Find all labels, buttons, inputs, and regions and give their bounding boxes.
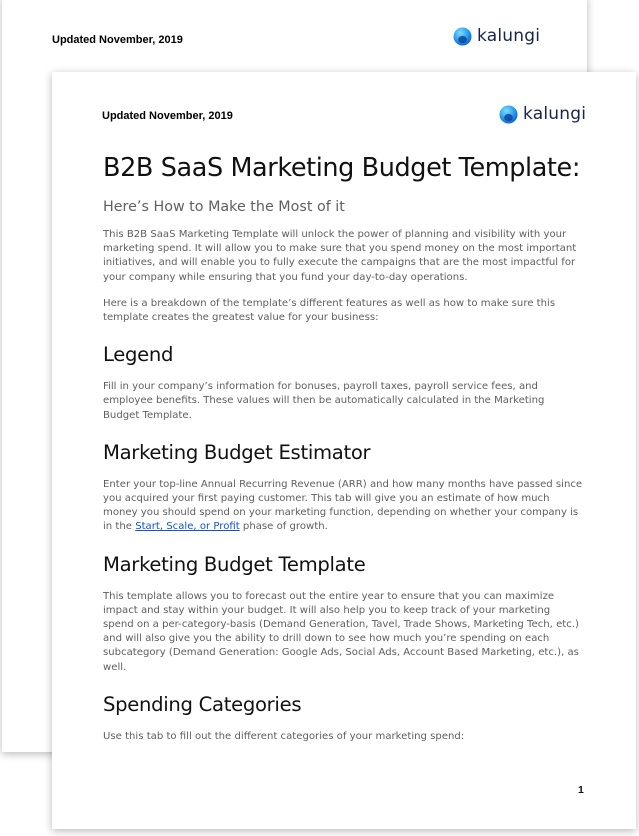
intro-paragraph-1: This B2B SaaS Marketing Template will unlock the power of planning and visibility with your marketing spend. It will allow you to make sure that you spend money on the most important initiatives, and will enable you to fully execute the campaigns that are the most impactful for your company while ensuring that you fund your day-to-day operations. — [103, 229, 577, 283]
section-heading-budget-template: Marketing Budget Template — [103, 552, 366, 576]
estimator-text-before-link: Enter your top-line Annual Recurring Revenue (ARR) and how many months have passed since you acquired your first paying customer. This tab will give you an estimate of how much money you should spend on your marketing function, depending on whether your company is in the — [103, 478, 583, 533]
document-title: B2B SaaS Marketing Budget Template: — [103, 153, 581, 183]
intro-paragraph-2: Here is a breakdown of the template’s different features as well as how to make sure this template creates the greatest value for your business: — [103, 297, 556, 324]
section-body-budget-estimator — [103, 478, 583, 535]
updated-date: Updated November, 2019 — [52, 34, 183, 46]
page-number: 1 — [578, 784, 584, 796]
document-content — [103, 152, 583, 744]
start-scale-profit-link[interactable]: Start, Scale, or Profit — [135, 521, 240, 533]
section-body-spending-categories: Use this tab to fill out the different categories of your marketing spend: — [103, 730, 465, 742]
document-page-front — [52, 72, 636, 829]
estimator-text-after-link: phase of growth. — [239, 521, 328, 533]
section-heading-spending-categories: Spending Categories — [103, 692, 302, 716]
kalungi-logo-icon — [453, 27, 472, 46]
updated-date: Updated November, 2019 — [102, 110, 233, 122]
section-heading-legend: Legend — [103, 343, 174, 367]
kalungi-logo-icon — [499, 105, 518, 124]
kalungi-logo — [453, 26, 540, 46]
section-body-budget-template: This template allows you to forecast out the entire year to ensure that you can maximize impact and stay within your budget. It will also help you to keep track of your marketing spend on a per-category-basis (Demand Generation, Tavel, Trade Shows, Marketing Tech, etc.) and will also give you the ability to drill down to see how much you’re spending on each subcategory (Demand Generation: Google Ads, Social Ads, Account Based Marketing, etc.), as well. — [103, 590, 579, 673]
section-heading-budget-estimator: Marketing Budget Estimator — [103, 440, 371, 464]
document-subtitle: Here’s How to Make the Most of it — [103, 199, 345, 215]
kalungi-logo — [499, 104, 586, 124]
section-body-legend: Fill in your company’s information for bonuses, payroll taxes, payroll service fees, and employee benefits. These values will then be automatically calculated in the Marketing Budget Template. — [103, 381, 545, 421]
logo-wordmark: kalungi — [523, 104, 587, 124]
logo-wordmark: kalungi — [477, 26, 541, 46]
